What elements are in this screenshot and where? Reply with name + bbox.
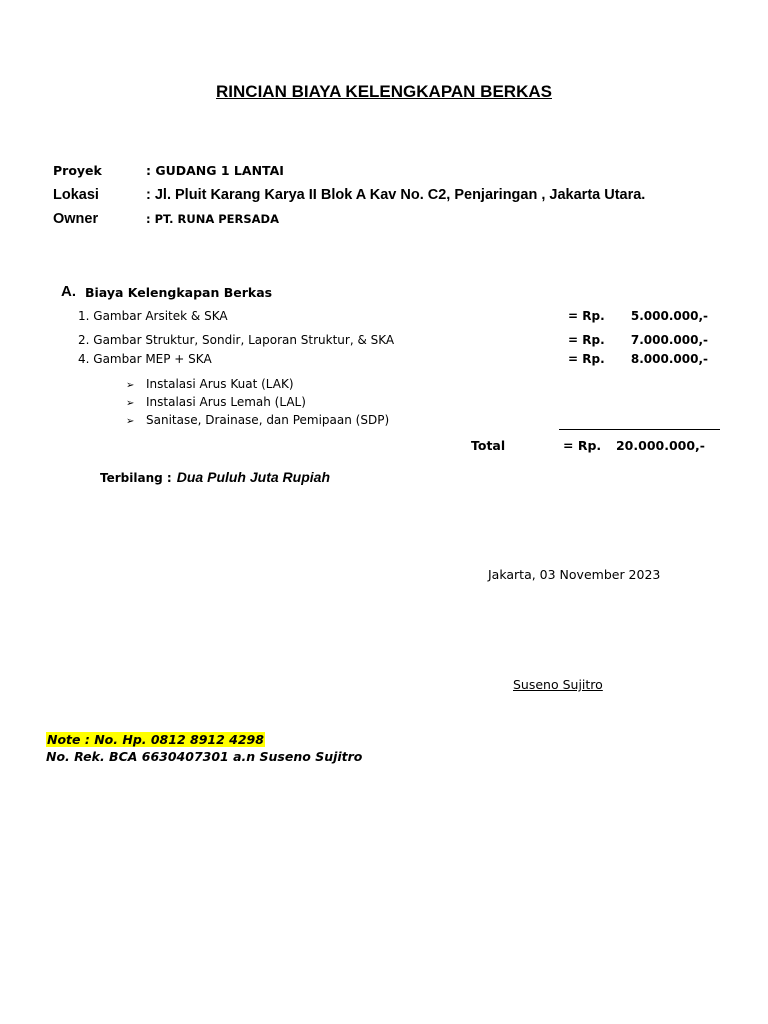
owner-label: Owner: [53, 211, 99, 227]
signatory-name: Suseno Sujitro: [513, 677, 603, 692]
owner-value: : PT. RUNA PERSADA: [146, 212, 279, 226]
cost-item-1-amount: 5.000.000,-: [630, 309, 708, 323]
arrow-bullet-icon: ➢: [126, 380, 135, 391]
arrow-bullet-icon: ➢: [126, 416, 135, 427]
total-amount: 20.000.000,-: [615, 438, 705, 453]
section-letter: A.: [61, 283, 76, 300]
sub-item: ➢ Instalasi Arus Kuat (LAK): [126, 377, 294, 391]
sub-item: ➢ Sanitase, Drainase, dan Pemipaan (SDP): [126, 413, 390, 427]
terbilang: [100, 467, 330, 486]
lokasi-value: : Jl. Pluit Karang Karya II Blok A Kav No. C2, Penjaringan , Jakarta Utara.: [146, 187, 646, 203]
document-title: RINCIAN BIAYA KELENGKAPAN BERKAS: [216, 82, 552, 101]
sub-item: ➢ Instalasi Arus Lemah (LAL): [126, 395, 306, 409]
cost-item-2-amount: 7.000.000,-: [630, 333, 708, 347]
note-line: [46, 729, 265, 748]
cost-item-3-rp: = Rp.: [568, 352, 605, 366]
proyek-label: Proyek: [53, 163, 102, 178]
cost-item-2: 2. Gambar Struktur, Sondir, Laporan Struktur, & SKA: [78, 333, 395, 347]
lokasi-label: Lokasi: [53, 187, 99, 203]
total-label: Total: [471, 438, 506, 453]
cost-item-3-amount: 8.000.000,-: [630, 352, 708, 366]
terbilang-label: Terbilang :: [100, 471, 172, 485]
terbilang-value: Dua Puluh Juta Rupiah: [176, 469, 330, 485]
place-date: Jakarta, 03 November 2023: [488, 567, 661, 582]
section-title: Biaya Kelengkapan Berkas: [85, 285, 273, 300]
proyek-value: : GUDANG 1 LANTAI: [146, 163, 284, 178]
cost-item-2-rp: = Rp.: [568, 333, 605, 347]
total-divider: [559, 429, 720, 430]
cost-item-3: 4. Gambar MEP + SKA: [78, 352, 212, 366]
bank-account: No. Rek. BCA 6630407301 a.n Suseno Sujitro: [46, 749, 363, 764]
total-rp: = Rp.: [563, 438, 602, 453]
cost-item-1-rp: = Rp.: [568, 309, 605, 323]
phone-note: Note : No. Hp. 0812 8912 4298: [47, 732, 264, 747]
cost-item-1: 1. Gambar Arsitek & SKA: [78, 309, 228, 323]
arrow-bullet-icon: ➢: [126, 398, 135, 409]
